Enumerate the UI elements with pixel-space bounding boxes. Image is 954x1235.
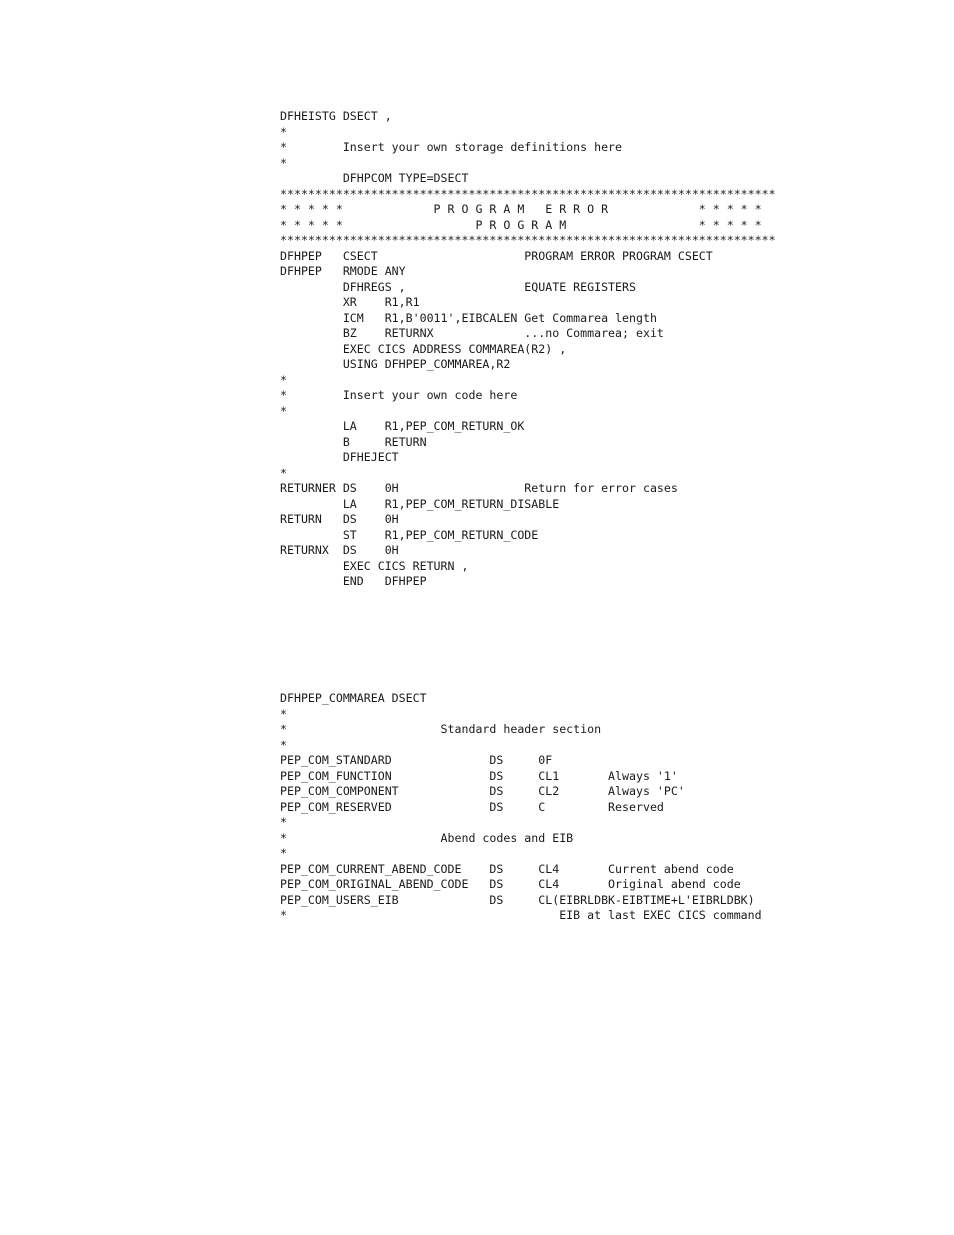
code-line: * Abend codes and EIB: [280, 830, 574, 845]
code-line: USING DFHPEP_COMMAREA,R2: [280, 357, 511, 371]
code-line: B RETURN: [280, 434, 427, 449]
code-line: EXEC CICS ADDRESS COMMAREA(R2) ,: [280, 341, 567, 356]
code-line: BZ RETURNX ...no Commarea; exit: [280, 326, 664, 340]
code-line: *: [280, 403, 287, 418]
code-line: * * * * * P R O G R A M * * * * *: [280, 217, 762, 232]
code-line: RETURNX DS 0H: [280, 543, 399, 557]
code-line: XR R1,R1: [280, 295, 420, 309]
code-line: PEP_COM_STANDARD DS 0F: [280, 753, 553, 767]
code-line: * Insert your own code here: [280, 388, 518, 402]
code-line: PEP_COM_COMPONENT DS CL2 Always 'PC': [280, 784, 685, 798]
code-line: ST R1,PEP_COM_RETURN_CODE: [280, 527, 539, 542]
code-line: LA R1,PEP_COM_RETURN_DISABLE: [280, 496, 560, 511]
code-line: PEP_COM_ORIGINAL_ABEND_CODE DS CL4 Original abend code: [280, 877, 741, 891]
code-line: RETURNER DS 0H Return for error cases: [280, 481, 678, 495]
code-line: * * * * * P R O G R A M E R R O R * * * * *: [280, 202, 762, 216]
code-line: * Standard header section: [280, 722, 602, 736]
code-line: *: [280, 124, 287, 139]
commarea-dsect-listing: [280, 691, 762, 924]
code-line: PEP_COM_RESERVED DS C Reserved: [280, 799, 664, 814]
code-line: * Insert your own storage definitions here: [280, 140, 623, 154]
code-line: RETURN DS 0H: [280, 512, 399, 526]
code-line: *: [280, 465, 287, 480]
program-error-program-listing: [280, 109, 776, 590]
code-line: DFHPEP CSECT PROGRAM ERROR PROGRAM CSECT: [280, 248, 713, 263]
code-line: ICM R1,B'0011',EIBCALEN Get Commarea length: [280, 310, 657, 325]
code-line: *: [280, 737, 287, 752]
code-line: PEP_COM_USERS_EIB DS CL(EIBRLDBK-EIBTIME+L'EIBRLDBK): [280, 892, 755, 907]
code-line: DFHPCOM TYPE=DSECT: [280, 171, 469, 185]
code-line: * EIB at last EXEC CICS command: [280, 908, 762, 922]
code-line: DFHEJECT: [280, 450, 399, 464]
code-line: DFHEISTG DSECT ,: [280, 109, 392, 123]
code-line: *: [280, 846, 287, 860]
code-line: *: [280, 155, 287, 170]
code-line: DFHREGS , EQUATE REGISTERS: [280, 279, 636, 294]
code-line: LA R1,PEP_COM_RETURN_OK: [280, 419, 525, 433]
code-line: *: [280, 372, 287, 387]
code-line: DFHPEP RMODE ANY: [280, 264, 406, 278]
code-line: ***********************************************************************: [280, 233, 776, 247]
code-line: ***********************************************************************: [280, 186, 776, 201]
code-line: END DFHPEP: [280, 574, 427, 588]
code-line: *: [280, 706, 287, 721]
code-line: DFHPEP_COMMAREA DSECT: [280, 691, 427, 705]
code-line: PEP_COM_FUNCTION DS CL1 Always '1': [280, 768, 678, 783]
code-line: PEP_COM_CURRENT_ABEND_CODE DS CL4 Current abend code: [280, 861, 734, 876]
code-line: *: [280, 815, 287, 829]
code-line: EXEC CICS RETURN ,: [280, 558, 469, 573]
